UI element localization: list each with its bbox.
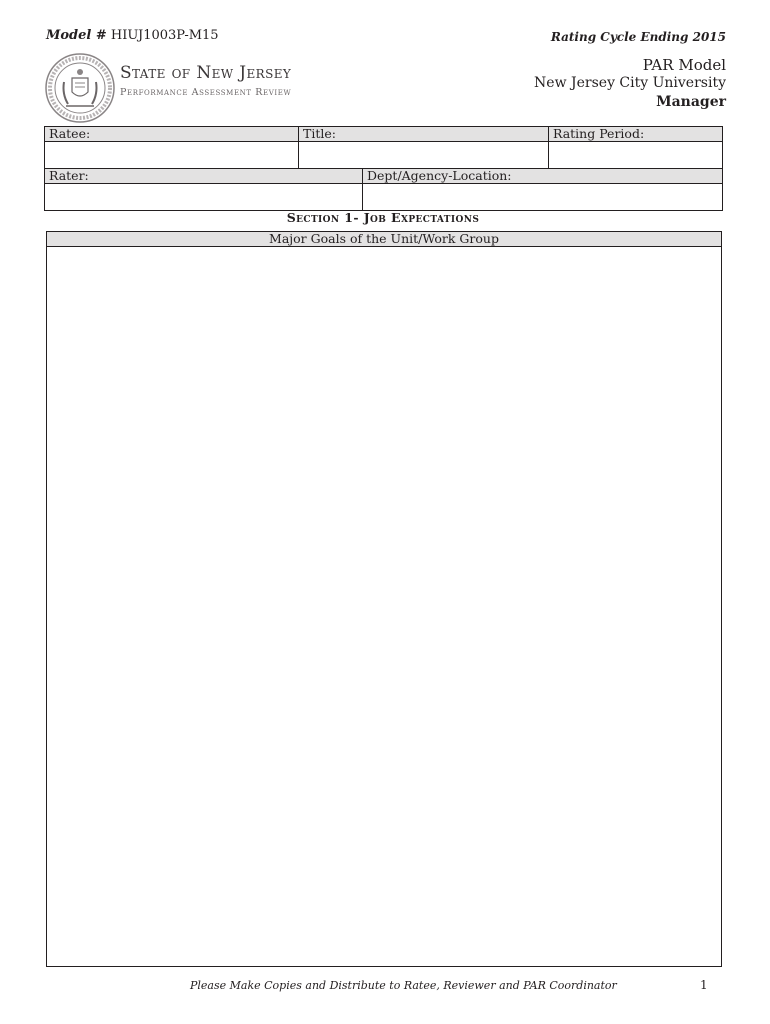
- model-number-line: [46, 28, 219, 43]
- state-subtitle: Performance Assessment Review: [120, 87, 292, 98]
- state-seal-icon: [44, 52, 116, 124]
- rater-label: Rater:: [45, 169, 363, 184]
- title-label: Title:: [299, 127, 549, 142]
- section-heading: Section 1- Job Expectations: [286, 210, 480, 225]
- major-goals-box: [46, 231, 722, 967]
- dept-field[interactable]: [363, 184, 723, 211]
- dept-label: Dept/Agency-Location:: [363, 169, 723, 184]
- model-label: Model #: [46, 28, 107, 43]
- rating-period-label: Rating Period:: [549, 127, 723, 142]
- model-number: HIUJ1003P-M15: [110, 28, 219, 43]
- title-field[interactable]: [299, 142, 549, 169]
- page-number: 1: [700, 978, 708, 992]
- major-goals-field[interactable]: [47, 247, 721, 966]
- par-header-block: [534, 56, 726, 112]
- state-title: State of New Jersey: [120, 63, 292, 83]
- footer-note: Please Make Copies and Distribute to Ratee, Reviewer and PAR Coordinator: [190, 979, 617, 992]
- position-title: Manager: [656, 94, 726, 110]
- employee-info-table: [44, 126, 723, 211]
- rater-field[interactable]: [45, 184, 363, 211]
- par-model-title: PAR Model: [642, 56, 726, 74]
- ratee-field[interactable]: [45, 142, 299, 169]
- major-goals-header: Major Goals of the Unit/Work Group: [47, 232, 721, 247]
- ratee-label: Ratee:: [45, 127, 299, 142]
- university-name: New Jersey City University: [534, 75, 726, 91]
- rating-period-field[interactable]: [549, 142, 723, 169]
- rating-cycle: Rating Cycle Ending 2015: [550, 30, 726, 44]
